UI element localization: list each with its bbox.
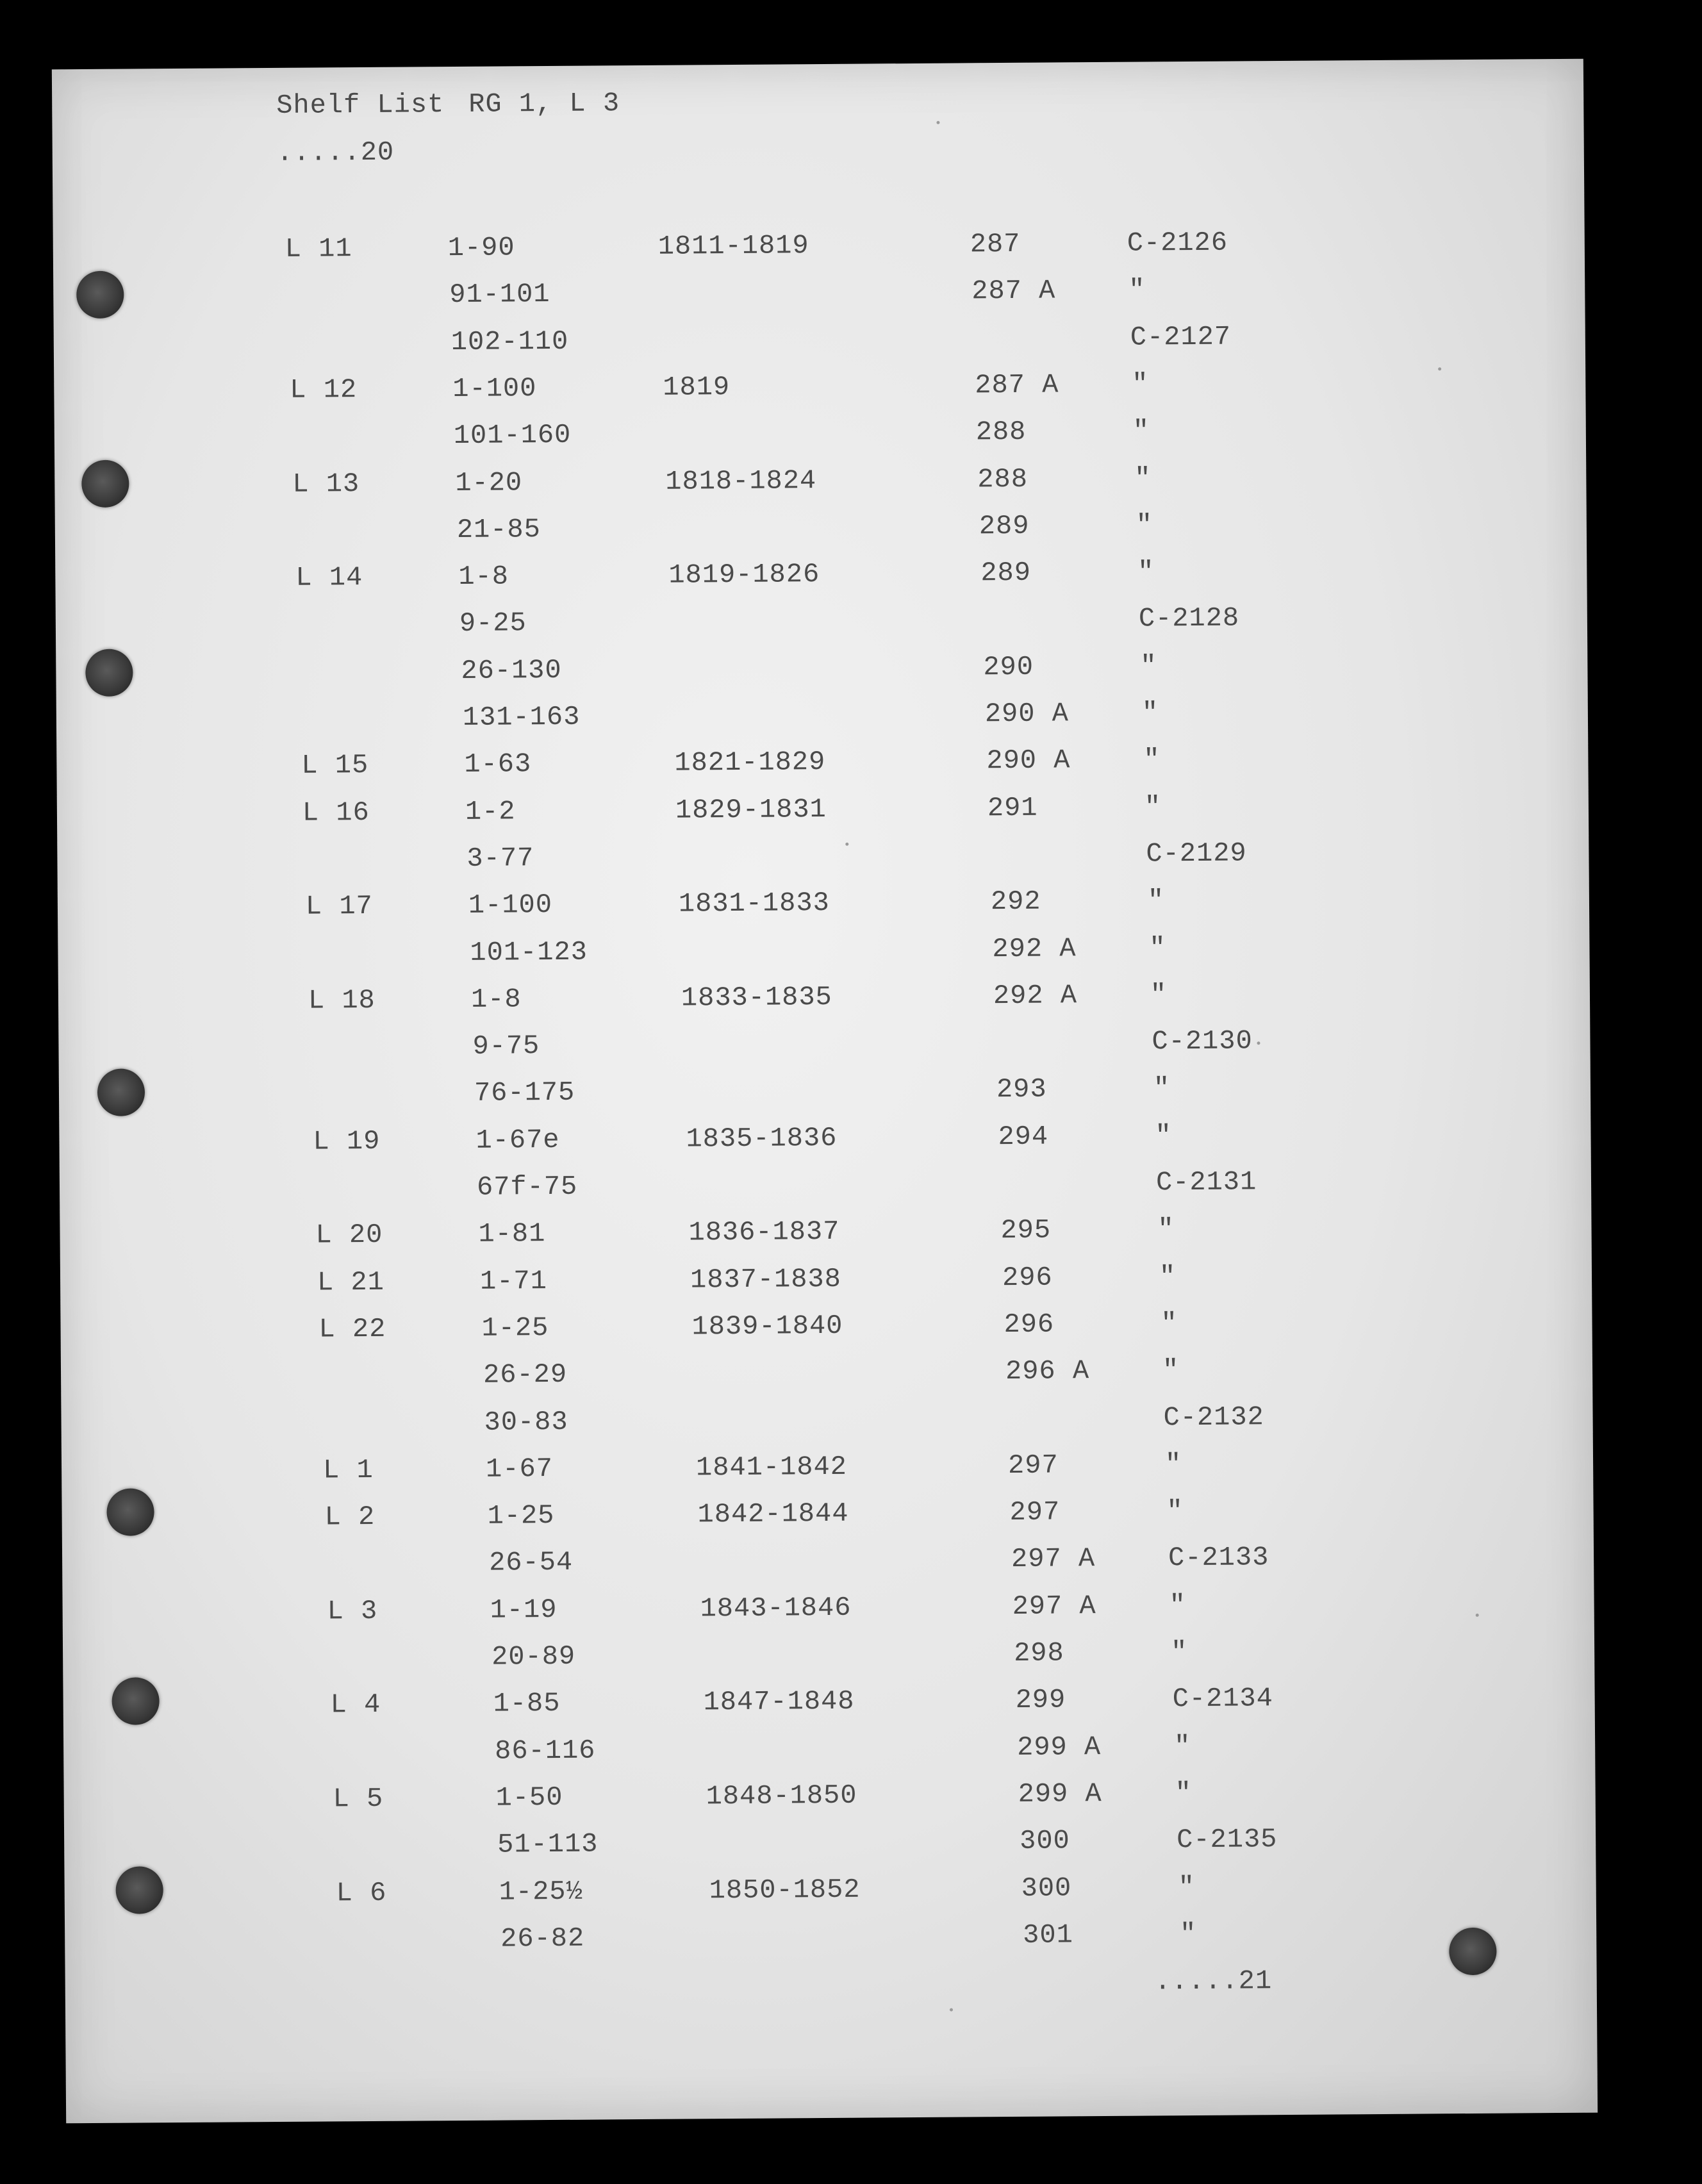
next-page-marker: .....21 [1154, 1965, 1273, 1998]
items-cell: 1-25 [481, 1312, 549, 1344]
box-cell: 287 A [971, 275, 1056, 307]
items-cell: 1-63 [464, 749, 532, 780]
paper-speck [845, 843, 848, 846]
reel-cell: " [1147, 885, 1165, 916]
reel-cell: " [1134, 463, 1152, 494]
reel-cell: C-2127 [1130, 321, 1232, 353]
items-cell: 51-113 [497, 1828, 599, 1860]
reel-cell: " [1175, 1778, 1193, 1809]
series-cell: L 20 [315, 1219, 383, 1251]
items-cell: 1-85 [493, 1687, 561, 1719]
reel-cell: " [1149, 932, 1166, 964]
series-cell: L 18 [308, 984, 376, 1016]
years-cell: 1819-1826 [668, 559, 820, 591]
box-cell: 292 A [992, 933, 1077, 965]
reel-cell: " [1178, 1871, 1196, 1903]
series-cell: L 16 [302, 797, 370, 829]
reel-cell: C-2135 [1177, 1824, 1278, 1856]
series-cell: L 12 [290, 374, 358, 406]
items-cell: 1-19 [490, 1594, 558, 1626]
items-cell: 76-175 [474, 1077, 575, 1109]
punch-hole [76, 271, 124, 319]
box-cell: 301 [1023, 1919, 1073, 1951]
items-cell: 1-71 [479, 1266, 548, 1297]
items-cell: 20-89 [491, 1641, 576, 1673]
previous-page-marker: .....20 [276, 136, 395, 169]
years-cell: 1841-1842 [695, 1451, 848, 1484]
box-cell: 291 [987, 792, 1038, 824]
box-cell: 292 [990, 886, 1041, 918]
years-cell: 1850-1852 [709, 1874, 861, 1907]
box-cell: 298 [1013, 1637, 1064, 1669]
box-cell: 299 A [1018, 1778, 1102, 1810]
reel-cell: " [1143, 744, 1161, 775]
years-cell: 1848-1850 [706, 1780, 857, 1812]
items-cell: 21-85 [456, 514, 541, 545]
box-cell: 297 A [1012, 1591, 1096, 1622]
years-cell: 1819 [663, 372, 731, 403]
reel-cell: " [1173, 1731, 1191, 1762]
series-cell: L 5 [333, 1783, 384, 1815]
years-cell: 1835-1836 [686, 1122, 838, 1155]
reel-cell: C-2134 [1172, 1683, 1274, 1715]
years-cell: 1842-1844 [697, 1498, 849, 1530]
items-cell: 102-110 [450, 326, 569, 358]
reel-cell: " [1157, 1214, 1175, 1245]
paper-speck [1476, 1614, 1479, 1617]
years-cell: 1837-1838 [690, 1263, 842, 1296]
box-cell: 299 [1015, 1684, 1066, 1716]
reel-cell: " [1141, 697, 1159, 729]
box-cell: 289 [980, 557, 1032, 589]
years-cell: 1836-1837 [688, 1216, 840, 1248]
series-cell: L 2 [324, 1501, 376, 1533]
box-cell: 300 [1020, 1825, 1070, 1857]
items-cell: 1-67e [475, 1124, 560, 1156]
items-cell: 30-83 [484, 1406, 568, 1438]
reel-cell: " [1161, 1308, 1178, 1339]
reel-cell: " [1180, 1918, 1197, 1950]
reel-cell: " [1170, 1637, 1188, 1668]
box-cell: 287 A [975, 369, 1059, 401]
years-cell: 1833-1835 [681, 981, 832, 1014]
series-cell: L 11 [285, 233, 352, 265]
items-cell: 86-116 [495, 1735, 596, 1767]
items-cell: 26-130 [461, 654, 562, 686]
box-cell: 297 A [1011, 1543, 1096, 1575]
box-cell: 292 A [993, 980, 1078, 1012]
items-cell: 101-123 [470, 936, 588, 968]
items-cell: 1-100 [468, 889, 553, 921]
box-cell: 287 [970, 228, 1021, 260]
years-cell: 1829-1831 [675, 793, 827, 826]
items-cell: 9-25 [459, 608, 527, 639]
reel-cell: C-2133 [1168, 1542, 1269, 1574]
items-cell: 91-101 [449, 278, 550, 311]
reel-cell: C-2130 [1152, 1025, 1253, 1057]
reel-cell: " [1140, 650, 1157, 682]
reel-cell: " [1155, 1120, 1172, 1152]
punch-hole [1449, 1928, 1497, 1976]
paper-speck [936, 121, 939, 124]
box-cell: 290 A [986, 745, 1071, 777]
reel-cell: C-2129 [1146, 838, 1247, 870]
reel-cell: C-2132 [1163, 1402, 1264, 1434]
box-cell: 297 [1009, 1496, 1061, 1528]
paper-speck [1438, 367, 1441, 370]
box-cell: 293 [996, 1073, 1047, 1105]
years-cell: 1811-1819 [657, 230, 809, 262]
items-cell: 1-50 [495, 1782, 563, 1814]
items-cell: 9-75 [472, 1030, 540, 1062]
box-cell: 288 [975, 416, 1027, 448]
years-cell: 1847-1848 [703, 1685, 855, 1718]
reel-cell: " [1132, 415, 1150, 447]
series-cell: L 17 [305, 890, 373, 922]
record-group: RG 1, L 3 [468, 88, 620, 120]
paper-speck [1257, 1041, 1260, 1045]
box-cell: 288 [977, 463, 1029, 495]
series-cell: L 3 [327, 1595, 378, 1627]
series-cell: L 4 [330, 1689, 381, 1721]
reel-cell: " [1137, 556, 1155, 588]
reel-cell: C-2126 [1127, 227, 1228, 259]
items-cell: 101-160 [453, 419, 572, 452]
series-cell: L 15 [301, 749, 369, 781]
items-cell: 26-29 [483, 1359, 568, 1391]
series-cell: L 13 [292, 468, 360, 500]
header-title: Shelf List [276, 89, 445, 121]
punch-hole [81, 460, 129, 508]
document-page [52, 59, 1598, 2124]
box-cell: 296 A [1005, 1355, 1090, 1387]
items-cell: 1-67 [485, 1453, 554, 1485]
reel-cell: " [1164, 1449, 1182, 1480]
reel-cell: C-2131 [1155, 1166, 1257, 1198]
items-cell: 1-20 [455, 467, 523, 499]
items-cell: 1-81 [478, 1218, 546, 1250]
items-cell: 131-163 [462, 701, 581, 733]
reel-cell: " [1166, 1496, 1184, 1527]
years-cell: 1843-1846 [700, 1592, 852, 1625]
reel-cell: " [1128, 274, 1146, 306]
paper-speck [950, 2008, 953, 2012]
years-cell: 1831-1833 [678, 887, 830, 920]
box-cell: 289 [979, 510, 1030, 542]
items-cell: 1-90 [447, 232, 515, 264]
years-cell: 1839-1840 [691, 1310, 843, 1343]
series-cell: L 6 [336, 1877, 387, 1909]
punch-hole [97, 1068, 145, 1116]
years-cell: 1818-1824 [665, 465, 817, 497]
years-cell: 1821-1829 [674, 746, 826, 779]
series-cell: L 22 [318, 1313, 386, 1345]
items-cell: 1-25 [487, 1500, 555, 1532]
punch-hole [85, 649, 133, 697]
punch-hole [112, 1677, 160, 1725]
punch-hole [115, 1866, 163, 1914]
items-cell: 1-8 [470, 984, 522, 1015]
reel-cell: C-2128 [1138, 602, 1240, 634]
items-cell: 1-2 [465, 796, 516, 827]
box-cell: 290 A [984, 698, 1070, 730]
items-cell: 67f-75 [476, 1171, 578, 1203]
box-cell: 295 [1000, 1214, 1052, 1246]
items-cell: 1-8 [458, 561, 509, 592]
items-cell: 26-82 [500, 1923, 585, 1955]
box-cell: 296 [1002, 1262, 1053, 1294]
reel-cell: " [1136, 509, 1153, 541]
box-cell: 296 [1004, 1309, 1055, 1341]
items-cell: 1-25½ [499, 1876, 583, 1908]
box-cell: 300 [1021, 1873, 1072, 1904]
series-cell: L 21 [317, 1266, 385, 1298]
punch-hole [106, 1488, 154, 1536]
box-cell: 290 [983, 651, 1034, 683]
series-cell: L 19 [313, 1125, 381, 1157]
box-cell: 294 [998, 1121, 1049, 1153]
box-cell: 299 A [1016, 1732, 1102, 1763]
series-cell: L 1 [322, 1454, 374, 1486]
reel-cell: " [1169, 1590, 1187, 1621]
reel-cell: " [1153, 1073, 1171, 1104]
items-cell: 3-77 [467, 843, 534, 874]
items-cell: 1-100 [452, 373, 537, 405]
reel-cell: " [1159, 1261, 1177, 1293]
reel-cell: " [1150, 979, 1168, 1011]
reel-cell: " [1144, 791, 1162, 823]
box-cell: 297 [1007, 1450, 1059, 1482]
reel-cell: " [1132, 368, 1149, 400]
series-cell: L 14 [295, 562, 363, 593]
reel-cell: " [1162, 1355, 1180, 1386]
items-cell: 26-54 [488, 1546, 574, 1578]
